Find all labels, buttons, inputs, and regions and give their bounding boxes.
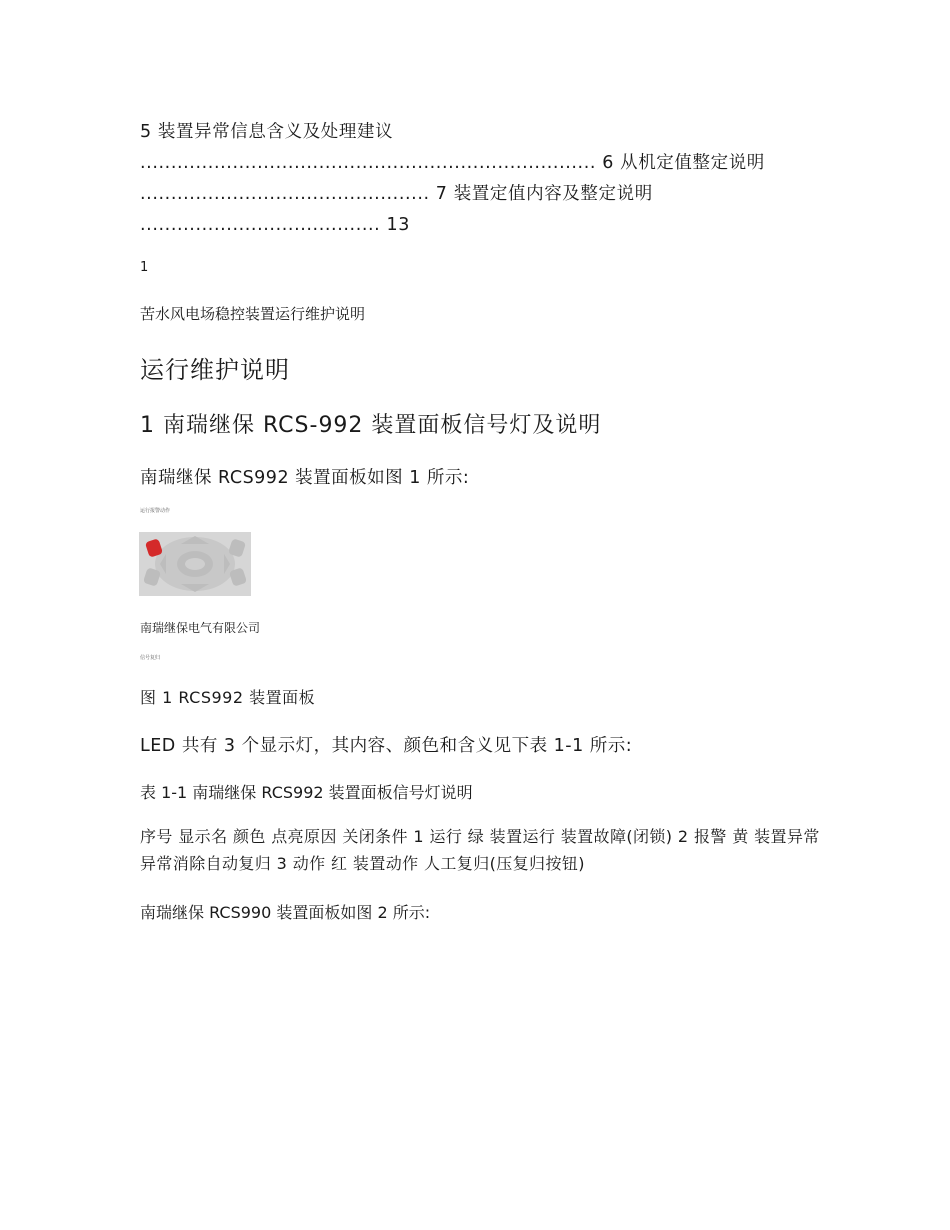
rcs992-panel-image [139, 532, 251, 596]
section-heading-rcs992: 1 南瑞继保 RCS-992 装置面板信号灯及说明 [140, 413, 602, 438]
table-title: 表 1-1 南瑞继保 RCS992 装置面板信号灯说明 [140, 783, 473, 802]
table-of-contents: 5 装置异常信息含义及处理建议 .......................................................................... 6 从机定值整定说明 ............................................... 7 装置定值内容及整定说明 ....................................... 13 [140, 122, 765, 235]
running-header: 苦水风电场稳控装置运行维护说明 [140, 305, 366, 323]
center-key-face [185, 558, 205, 570]
page-number: 1 [140, 260, 149, 275]
table-content: 序号 显示名 颜色 点亮原因 关闭条件 1 运行 绿 装置运行 装置故障(闭锁) 2 报警 黄 装置异常 异常消除自动复归 3 动作 红 装置动作 人工复归(压复归按钮) [140, 827, 820, 873]
company-label: 南瑞继保电气有限公司 [140, 621, 261, 635]
panel-illustration [139, 532, 251, 596]
figure-caption: 图 1 RCS992 装置面板 [140, 688, 316, 707]
rcs992-intro: 南瑞继保 RCS992 装置面板如图 1 所示: [140, 468, 470, 488]
led-description: LED 共有 3 个显示灯，其内容、颜色和含义见下表 1-1 所示: [140, 736, 633, 756]
figure-bottom-label: 信号复归 [140, 655, 161, 661]
figure-top-label: 运行报警动作 [140, 508, 171, 514]
rcs990-intro: 南瑞继保 RCS990 装置面板如图 2 所示: [140, 903, 431, 922]
main-title: 运行维护说明 [140, 356, 290, 384]
